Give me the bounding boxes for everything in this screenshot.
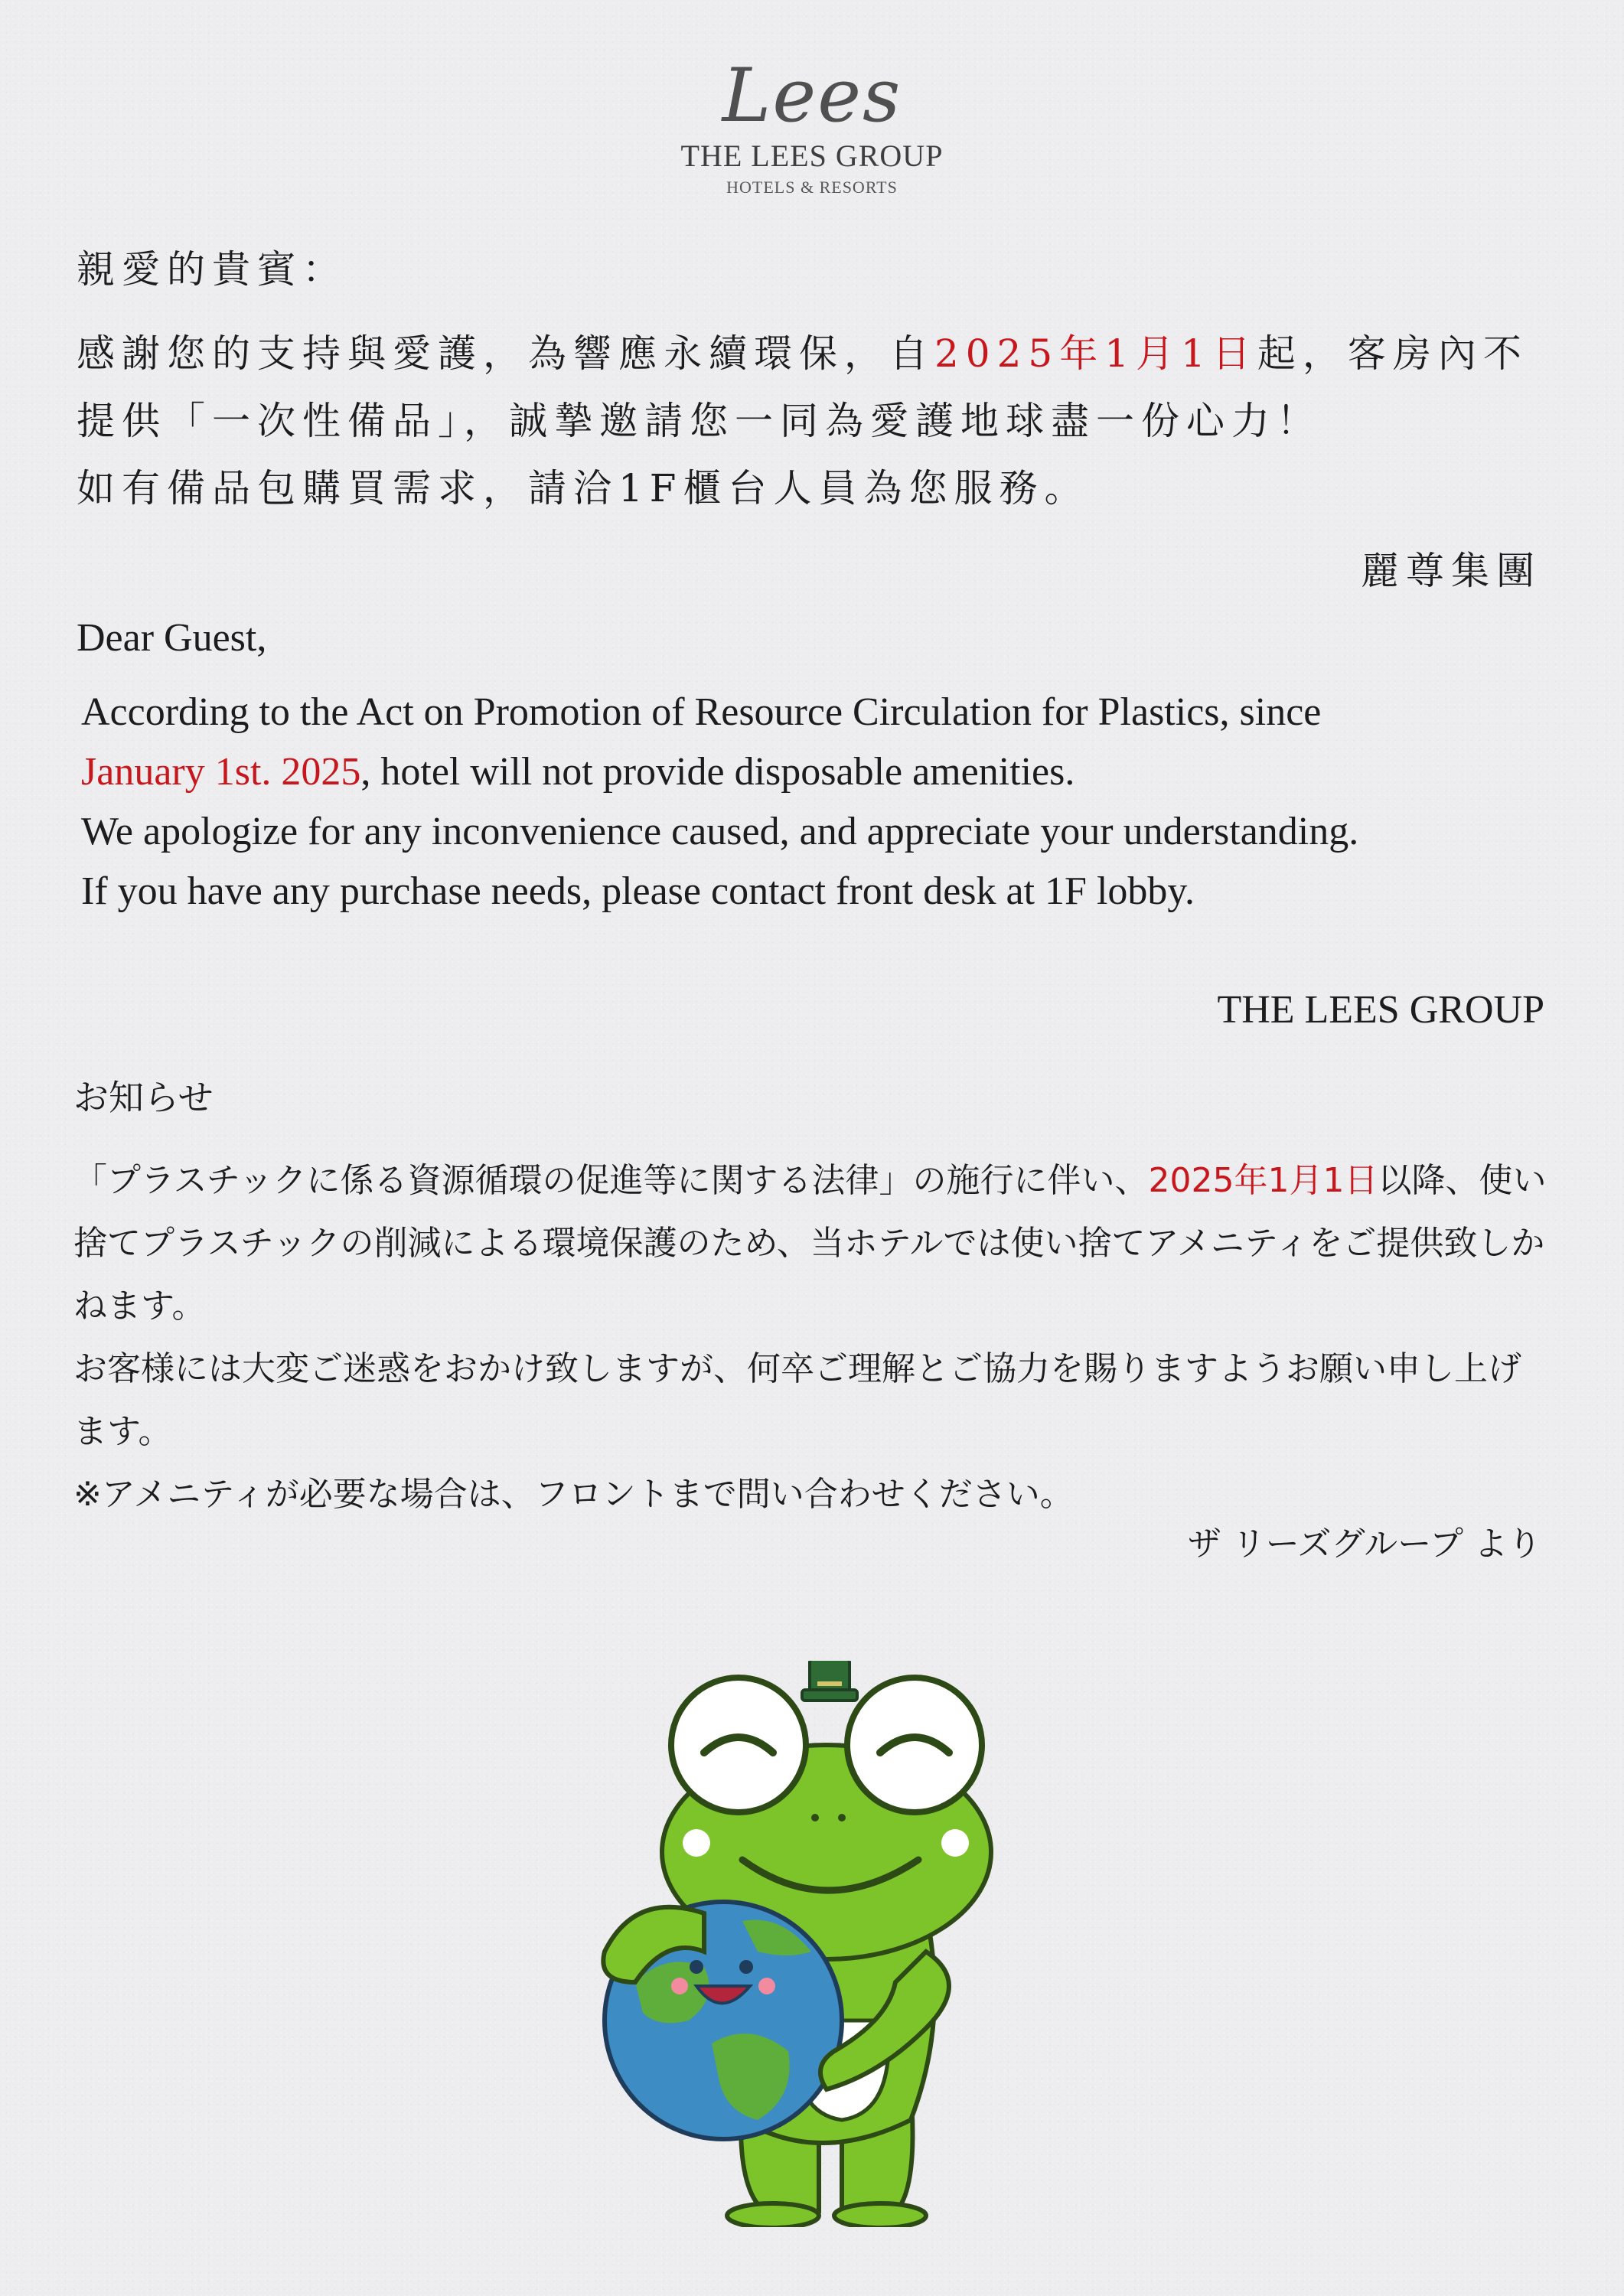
- japanese-paragraph-3: ※アメニティが必要な場合は、フロントまで問い合わせください。: [73, 1475, 1074, 1514]
- english-signature: THE LEES GROUP: [1217, 988, 1544, 1032]
- chinese-text: 感謝您的支持與愛護，為響應永續環保，自: [77, 331, 934, 376]
- english-line-2: [81, 742, 1551, 802]
- japanese-body: [73, 1150, 1554, 1526]
- chinese-greeting: 親愛的貴賓：: [77, 247, 347, 292]
- japanese-title: お知らせ: [73, 1077, 214, 1118]
- logo-script-mark: Lees: [722, 53, 902, 139]
- english-greeting: Dear Guest,: [77, 616, 267, 660]
- logo-subtitle: HOTELS & RESORTS: [726, 178, 898, 197]
- japanese-date-highlight: 2025年1月1日: [1148, 1161, 1378, 1200]
- japanese-paragraph-2: お客様には大変ご迷惑をおかけ致しますが、何卒ご理解とご協力を賜りますようお願い申し上げます。: [73, 1349, 1521, 1451]
- hotel-logo: [0, 54, 1624, 201]
- english-body: [81, 683, 1551, 921]
- chinese-body: [77, 320, 1546, 522]
- english-line-4: If you have any purchase needs, please contact front desk at 1F lobby.: [81, 869, 1195, 913]
- english-line-1: According to the Act on Promotion of Resource Circulation for Plastics, since: [81, 690, 1322, 734]
- japanese-paragraph-1: [73, 1150, 1554, 1338]
- logo-group-name: THE LEES GROUP: [680, 139, 944, 173]
- chinese-signature: 麗尊集團: [1361, 549, 1541, 593]
- frog-mascot-hugging-earth-icon: [589, 1661, 1048, 2227]
- chinese-text: 起，客房內不提供「一次性備品」，誠摯邀請您一同為愛護地球盡一份心力！: [77, 331, 1528, 443]
- chinese-paragraph-1: [77, 320, 1546, 455]
- english-line-3: We apologize for any inconvenience caused, and appreciate your understanding.: [81, 810, 1359, 853]
- japanese-signature: ザ リーズグループ より: [1187, 1525, 1541, 1564]
- english-date-highlight: January 1st. 2025: [81, 750, 361, 794]
- japanese-text: 以降、使い捨てプラスチックの削減による環境保護のため、当ホテルでは使い捨てアメニティをご提供致しかねます。: [73, 1161, 1547, 1326]
- chinese-date-highlight: 2025年1月1日: [934, 331, 1257, 376]
- chinese-paragraph-2: 如有備品包購買需求，請洽1F櫃台人員為您服務。: [77, 466, 1090, 510]
- japanese-text: 「プラスチックに係る資源循環の促進等に関する法律」の施行に伴い、: [73, 1161, 1149, 1200]
- english-text: , hotel will not provide disposable amenities.: [360, 750, 1075, 794]
